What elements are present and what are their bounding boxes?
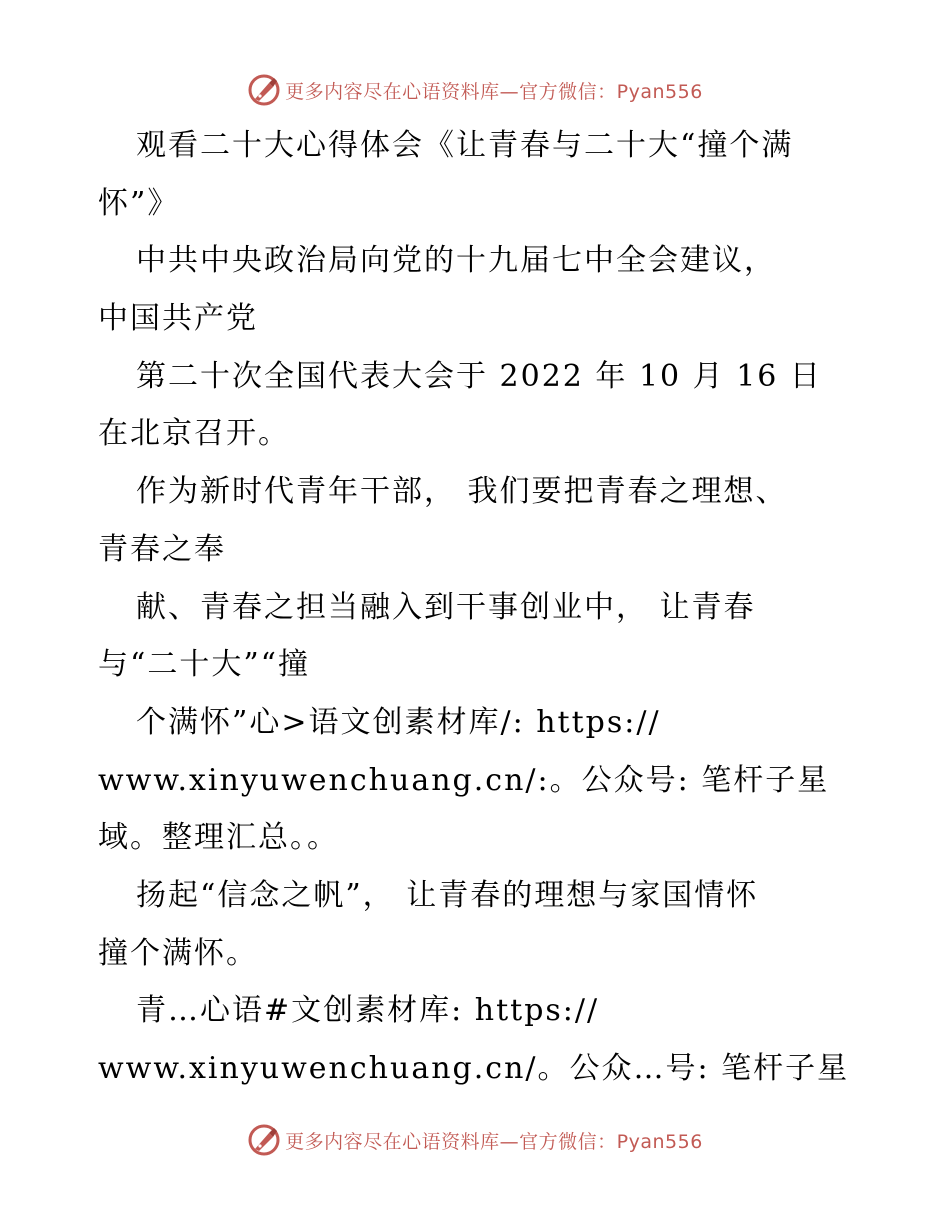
header-watermark-text: 更多内容尽在心语资料库—官方微信：Pyan556 <box>285 80 703 103</box>
document-line: www.xinyuwenchuang.cn/:。公众号: 笔杆子星 <box>98 762 830 798</box>
footer-watermark-banner <box>0 1120 950 1160</box>
document-line: www.xinyuwenchuang.cn/。公众…号: 笔杆子星 <box>98 1051 850 1086</box>
document-line: 扬起“信念之帆”， 让青春的理想与家国情怀 <box>136 877 759 913</box>
document-line: 青春之奉 <box>98 531 226 567</box>
document-body <box>98 117 858 1098</box>
footer-watermark-text: 更多内容尽在心语资料库—官方微信：Pyan556 <box>285 1130 703 1153</box>
document-line: 中共中央政治局向党的十九届七中全会建议， <box>136 243 776 279</box>
header-watermark-banner <box>0 70 950 110</box>
document-line: 中国共产党 <box>98 301 258 337</box>
document-line: 撞个满怀。 <box>98 935 258 971</box>
document-line: 怀”》 <box>98 185 180 221</box>
document-line: 献、青春之担当融入到干事创业中， 让青春 <box>136 589 756 625</box>
pen-nib-logo-icon <box>247 73 281 107</box>
document-line: 域。整理汇总。。 <box>98 820 339 856</box>
document-line: 作为新时代青年干部， 我们要把青春之理想、 <box>136 474 788 510</box>
document-line: 第二十次全国代表大会于 2022 年 10 月 16 日 <box>136 358 822 394</box>
document-line: 青…心语#文创素材库: https:// <box>136 993 600 1029</box>
document-line: 个满怀”心>语文创素材库/: https:// <box>136 704 661 740</box>
document-line: 观看二十大心得体会《让青春与二十大“撞个满 <box>136 128 794 163</box>
pen-nib-logo-icon <box>247 1123 281 1157</box>
document-line: 在北京召开。 <box>98 416 290 452</box>
document-line: 与“二十大”“撞 <box>98 647 311 683</box>
